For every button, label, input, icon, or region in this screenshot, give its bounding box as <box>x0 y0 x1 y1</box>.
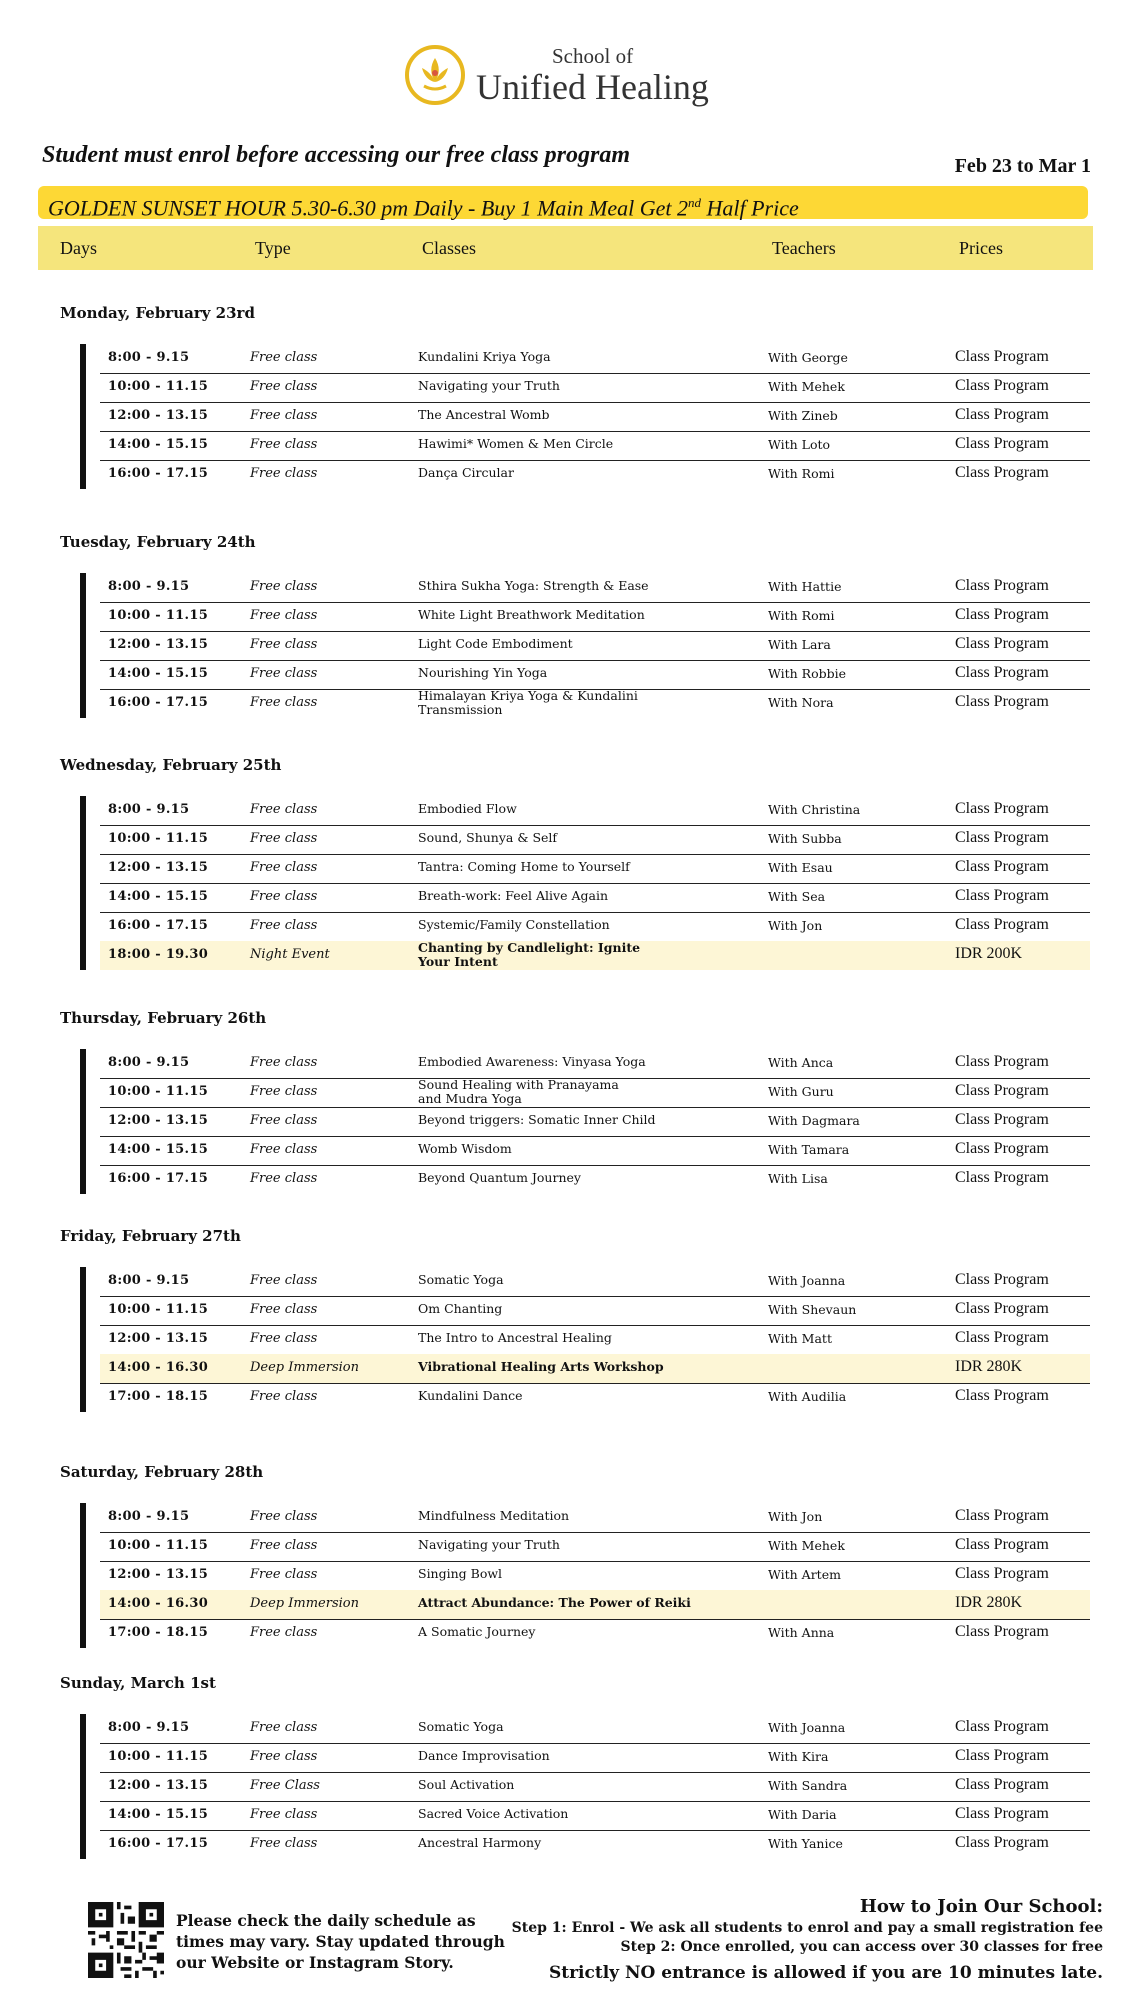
schedule-row <box>100 344 1090 374</box>
row-class-line1: Soul Activation <box>418 1777 515 1792</box>
day-title: Tuesday, February 24th <box>60 533 256 551</box>
row-teacher: With George <box>768 350 848 365</box>
col-prices: Prices <box>959 238 1003 258</box>
logo <box>404 40 709 110</box>
row-time: 12:00 - 13.15 <box>108 1113 209 1128</box>
row-type: Free class <box>250 1113 318 1128</box>
row-price: Class Program <box>955 635 1049 652</box>
row-class-line1: Kundalini Dance <box>418 1388 523 1403</box>
row-class-line1: Dance Improvisation <box>418 1748 550 1763</box>
row-class <box>418 1836 541 1850</box>
row-class <box>418 1509 569 1523</box>
row-class <box>418 941 640 969</box>
schedule-row <box>100 796 1090 826</box>
row-teacher: With Esau <box>768 860 833 875</box>
row-price: Class Program <box>955 1111 1049 1128</box>
row-class-line1: Hawimi* Women & Men Circle <box>418 436 614 451</box>
row-time: 16:00 - 17.15 <box>108 918 209 933</box>
row-type: Free class <box>250 1084 318 1099</box>
row-price: Class Program <box>955 1053 1049 1070</box>
row-type: Free class <box>250 666 318 681</box>
row-class-line1: Ancestral Harmony <box>418 1835 542 1850</box>
row-class-line1: Somatic Yoga <box>418 1272 504 1287</box>
day-title: Thursday, February 26th <box>60 1009 267 1027</box>
schedule-row <box>100 1830 1090 1859</box>
row-type: Night Event <box>250 947 330 962</box>
col-days: Days <box>60 238 97 258</box>
row-teacher: With Guru <box>768 1084 834 1099</box>
day-bar <box>80 1049 86 1194</box>
schedule-row <box>100 373 1090 403</box>
row-type: Free class <box>250 918 318 933</box>
schedule-row <box>100 854 1090 884</box>
day-title: Saturday, February 28th <box>60 1463 264 1481</box>
row-type: Deep Immersion <box>250 1360 359 1375</box>
row-type: Free class <box>250 860 318 875</box>
row-type: Free class <box>250 695 318 710</box>
row-class <box>418 466 514 480</box>
row-time: 12:00 - 13.15 <box>108 637 209 652</box>
schedule-row <box>100 1532 1090 1562</box>
row-time: 10:00 - 11.15 <box>108 831 209 846</box>
schedule-row <box>100 1078 1090 1108</box>
row-price: Class Program <box>955 606 1049 623</box>
row-price: Class Program <box>955 406 1049 423</box>
row-class-line1: Nourishing Yin Yoga <box>418 665 548 680</box>
row-class <box>418 831 557 845</box>
row-class <box>418 408 549 422</box>
brand-line1: School of <box>552 43 634 68</box>
row-type: Free class <box>250 1142 318 1157</box>
row-time: 14:00 - 15.15 <box>108 666 209 681</box>
row-class <box>418 666 547 680</box>
row-type: Free class <box>250 1749 318 1764</box>
row-class-line1: Om Chanting <box>418 1301 503 1316</box>
day-bar <box>80 1503 86 1648</box>
row-price: Class Program <box>955 1776 1049 1793</box>
row-class <box>418 1113 656 1127</box>
row-type: Free class <box>250 1055 318 1070</box>
row-teacher: With Robbie <box>768 666 847 681</box>
row-price: Class Program <box>955 348 1049 365</box>
row-price: Class Program <box>955 1834 1049 1851</box>
row-class <box>418 379 560 393</box>
row-class <box>418 1807 568 1821</box>
row-class <box>418 802 517 816</box>
row-time: 17:00 - 18.15 <box>108 1389 209 1404</box>
row-class <box>418 1273 504 1287</box>
schedule-row <box>100 602 1090 632</box>
row-time: 14:00 - 16.30 <box>108 1596 209 1611</box>
row-time: 12:00 - 13.15 <box>108 1778 209 1793</box>
row-class-line1: Dança Circular <box>418 465 514 480</box>
row-teacher: With Mehek <box>768 1538 845 1553</box>
row-teacher: With Lara <box>768 637 831 652</box>
row-price: Class Program <box>955 693 1049 710</box>
row-price: Class Program <box>955 1300 1049 1317</box>
row-class <box>418 1078 619 1106</box>
row-price: Class Program <box>955 577 1049 594</box>
row-class-line1: Sound, Shunya & Self <box>418 830 558 845</box>
row-type: Free class <box>250 1331 318 1346</box>
schedule-row <box>100 689 1090 718</box>
row-class-line1: A Somatic Journey <box>418 1624 536 1639</box>
promo-sup: nd <box>687 195 701 210</box>
row-time: 16:00 - 17.15 <box>108 1171 209 1186</box>
row-price: Class Program <box>955 800 1049 817</box>
row-price: Class Program <box>955 1271 1049 1288</box>
row-class-line1: The Ancestral Womb <box>418 407 550 422</box>
day-bar <box>80 573 86 718</box>
row-teacher: With Sea <box>768 889 826 904</box>
row-class-line1: Systemic/Family Constellation <box>418 917 610 932</box>
row-time: 8:00 - 9.15 <box>108 350 190 365</box>
day-bar <box>80 796 86 970</box>
schedule-row <box>100 1619 1090 1648</box>
schedule-row <box>100 1296 1090 1326</box>
row-type: Free class <box>250 466 318 481</box>
row-class-line1: Sacred Voice Activation <box>418 1806 569 1821</box>
row-time: 16:00 - 17.15 <box>108 695 209 710</box>
row-type: Free class <box>250 1836 318 1851</box>
row-class-line2: Transmission <box>418 702 503 717</box>
schedule-header <box>38 226 1093 270</box>
row-type: Free class <box>250 437 318 452</box>
row-teacher: With Jon <box>768 1509 823 1524</box>
schedule-row <box>100 1503 1090 1533</box>
row-class <box>418 1720 504 1734</box>
schedule-row <box>100 1107 1090 1137</box>
row-class <box>418 437 613 451</box>
row-price: Class Program <box>955 1169 1049 1186</box>
row-class <box>418 350 551 364</box>
row-type: Free class <box>250 579 318 594</box>
row-class-line1: Navigating your Truth <box>418 1537 560 1552</box>
row-price: Class Program <box>955 1387 1049 1404</box>
row-price: Class Program <box>955 1805 1049 1822</box>
row-time: 14:00 - 15.15 <box>108 1807 209 1822</box>
schedule-row <box>100 825 1090 855</box>
late-warning: Strictly NO entrance is allowed if you are 10 minutes late. <box>548 1963 1103 1983</box>
row-type: Deep Immersion <box>250 1596 359 1611</box>
schedule-row <box>100 1772 1090 1802</box>
row-class-line1: Embodied Awareness: Vinyasa Yoga <box>418 1054 646 1069</box>
row-teacher: With Artem <box>768 1567 841 1582</box>
join-instructions <box>512 1896 1103 1983</box>
row-time: 12:00 - 13.15 <box>108 408 209 423</box>
row-teacher: With Daria <box>768 1807 837 1822</box>
row-type: Free Class <box>250 1778 320 1793</box>
row-time: 16:00 - 17.15 <box>108 1836 209 1851</box>
row-class <box>418 1625 535 1639</box>
col-teachers: Teachers <box>772 238 836 258</box>
row-price: Class Program <box>955 887 1049 904</box>
row-price: Class Program <box>955 1623 1049 1640</box>
row-price: Class Program <box>955 829 1049 846</box>
schedule-row <box>100 573 1090 603</box>
row-teacher: With Zineb <box>768 408 838 423</box>
row-price: Class Program <box>955 664 1049 681</box>
row-teacher: With Shevaun <box>768 1302 857 1317</box>
row-class <box>418 608 645 622</box>
row-time: 8:00 - 9.15 <box>108 1055 190 1070</box>
schedule-row <box>100 1801 1090 1831</box>
row-teacher: With Kira <box>768 1749 829 1764</box>
row-teacher: With Romi <box>768 466 835 481</box>
row-class-line1: Attract Abundance: The Power of Reiki <box>418 1595 691 1610</box>
day-title: Sunday, March 1st <box>60 1674 216 1692</box>
row-time: 12:00 - 13.15 <box>108 1331 209 1346</box>
schedule-row <box>100 1743 1090 1773</box>
row-time: 10:00 - 11.15 <box>108 379 209 394</box>
row-type: Free class <box>250 350 318 365</box>
join-step2: Step 2: Once enrolled, you can access over 30 classes for free <box>620 1939 1103 1955</box>
day-bar <box>80 1267 86 1412</box>
row-teacher: With Anca <box>768 1055 834 1070</box>
row-type: Free class <box>250 1509 318 1524</box>
brand-line2: Unified Healing <box>476 66 709 107</box>
schedule-row <box>100 883 1090 913</box>
row-class-line1: Vibrational Healing Arts Workshop <box>418 1359 664 1374</box>
row-price: Class Program <box>955 1718 1049 1735</box>
row-teacher: With Jon <box>768 918 823 933</box>
row-class-line1: Light Code Embodiment <box>418 636 573 651</box>
row-class <box>418 1360 664 1374</box>
row-class-line1: Chanting by Candlelight: Ignite <box>418 940 641 955</box>
row-price: Class Program <box>955 435 1049 452</box>
day-bar <box>80 344 86 489</box>
row-class-line1: Embodied Flow <box>418 801 517 816</box>
row-price: Class Program <box>955 1140 1049 1157</box>
row-type: Free class <box>250 408 318 423</box>
schedule-row <box>100 1561 1090 1591</box>
row-class <box>418 1389 523 1403</box>
row-class <box>418 1055 646 1069</box>
row-class <box>418 1171 581 1185</box>
row-class <box>418 1538 560 1552</box>
row-type: Free class <box>250 1273 318 1288</box>
row-class-line2: Your Intent <box>418 954 498 969</box>
row-class-line1: Womb Wisdom <box>418 1141 512 1156</box>
day-title: Wednesday, February 25th <box>60 756 282 774</box>
schedule-row <box>100 1267 1090 1297</box>
row-type: Free class <box>250 1389 318 1404</box>
row-time: 10:00 - 11.15 <box>108 1302 209 1317</box>
row-price: Class Program <box>955 1082 1049 1099</box>
row-class-line1: Tantra: Coming Home to Yourself <box>418 859 630 874</box>
row-type: Free class <box>250 1171 318 1186</box>
tagline: Student must enrol before accessing our free class program <box>42 142 631 168</box>
row-teacher: With Yanice <box>768 1836 843 1851</box>
row-class-line1: Beyond triggers: Somatic Inner Child <box>418 1112 656 1127</box>
row-time: 10:00 - 11.15 <box>108 1084 209 1099</box>
row-class-line1: Sthira Sukha Yoga: Strength & Ease <box>418 578 649 593</box>
row-price: Class Program <box>955 858 1049 875</box>
row-class <box>418 1302 502 1316</box>
row-class <box>418 1331 612 1345</box>
row-price: Class Program <box>955 916 1049 933</box>
row-time: 14:00 - 16.30 <box>108 1360 209 1375</box>
row-teacher: With Sandra <box>768 1778 848 1793</box>
row-price: IDR 200K <box>955 945 1023 962</box>
row-class-line1: Breath-work: Feel Alive Again <box>418 888 609 903</box>
lotus-emblem-icon <box>404 44 466 106</box>
schedule-row <box>100 912 1090 942</box>
schedule-row <box>100 1714 1090 1744</box>
row-class <box>418 1596 691 1610</box>
row-teacher: With Mehek <box>768 379 845 394</box>
schedule-row <box>100 1165 1090 1194</box>
row-price: IDR 280K <box>955 1358 1023 1375</box>
row-class-line1: White Light Breathwork Meditation <box>418 607 645 622</box>
row-class <box>418 1749 550 1763</box>
row-type: Free class <box>250 831 318 846</box>
join-title: How to Join Our School: <box>859 1896 1103 1917</box>
row-class-line1: Himalayan Kriya Yoga & Kundalini <box>418 688 638 703</box>
row-price: Class Program <box>955 1536 1049 1553</box>
row-teacher: With Hattie <box>768 579 842 594</box>
row-time: 12:00 - 13.15 <box>108 860 209 875</box>
row-class <box>418 1778 514 1792</box>
promo-tail: Half Price <box>700 195 799 221</box>
qr-code-icon <box>88 1902 164 1978</box>
row-teacher: With Loto <box>768 437 831 452</box>
row-class-line1: Mindfulness Meditation <box>418 1508 570 1523</box>
row-time: 10:00 - 11.15 <box>108 1749 209 1764</box>
schedule-row <box>100 1049 1090 1079</box>
row-teacher: With Joanna <box>768 1720 846 1735</box>
row-teacher: With Joanna <box>768 1273 846 1288</box>
row-teacher: With Nora <box>768 695 834 710</box>
promo-banner <box>38 186 1088 219</box>
row-type: Free class <box>250 1807 318 1822</box>
row-teacher: With Matt <box>768 1331 832 1346</box>
row-time: 14:00 - 15.15 <box>108 889 209 904</box>
row-class <box>418 860 630 874</box>
schedule-row <box>100 1354 1090 1384</box>
row-class-line1: Somatic Yoga <box>418 1719 504 1734</box>
row-price: Class Program <box>955 1565 1049 1582</box>
schedule-row <box>100 1325 1090 1355</box>
row-price: Class Program <box>955 377 1049 394</box>
schedule-row <box>100 402 1090 432</box>
join-step1: Step 1: Enrol - We ask all students to enrol and pay a small registration fee <box>511 1920 1103 1936</box>
row-time: 8:00 - 9.15 <box>108 1509 190 1524</box>
schedule-row <box>100 1136 1090 1166</box>
row-type: Free class <box>250 1567 318 1582</box>
row-class-line1: Navigating your Truth <box>418 378 560 393</box>
row-class <box>418 1142 512 1156</box>
row-class-line1: The Intro to Ancestral Healing <box>418 1330 612 1345</box>
row-class-line1: Beyond Quantum Journey <box>418 1170 581 1185</box>
row-time: 8:00 - 9.15 <box>108 1273 190 1288</box>
row-price: IDR 280K <box>955 1594 1023 1611</box>
day-bar <box>80 1714 86 1859</box>
schedule-row <box>100 431 1090 461</box>
row-price: Class Program <box>955 464 1049 481</box>
promo-text: GOLDEN SUNSET HOUR 5.30-6.30 pm Daily - Buy 1 Main Meal Get 2 <box>48 195 688 221</box>
schedule-row <box>100 1383 1090 1412</box>
col-classes: Classes <box>422 238 476 258</box>
row-time: 10:00 - 11.15 <box>108 608 209 623</box>
row-class <box>418 918 610 932</box>
row-teacher: With Dagmara <box>768 1113 860 1128</box>
row-time: 8:00 - 9.15 <box>108 1720 190 1735</box>
row-time: 10:00 - 11.15 <box>108 1538 209 1553</box>
row-type: Free class <box>250 1302 318 1317</box>
schedule-row <box>100 631 1090 661</box>
row-time: 17:00 - 18.15 <box>108 1625 209 1640</box>
row-teacher: With Christina <box>768 802 861 817</box>
row-type: Free class <box>250 637 318 652</box>
col-type: Type <box>255 238 291 258</box>
row-time: 8:00 - 9.15 <box>108 579 190 594</box>
row-class <box>418 1567 502 1581</box>
row-time: 14:00 - 15.15 <box>108 437 209 452</box>
row-class <box>418 579 649 593</box>
row-time: 18:00 - 19.30 <box>108 947 209 962</box>
row-class <box>418 637 573 651</box>
schedule-row <box>100 941 1090 970</box>
row-time: 14:00 - 15.15 <box>108 1142 209 1157</box>
row-time: 8:00 - 9.15 <box>108 802 190 817</box>
row-type: Free class <box>250 1625 318 1640</box>
row-teacher: With Tamara <box>768 1142 850 1157</box>
row-teacher: With Romi <box>768 608 835 623</box>
row-type: Free class <box>250 889 318 904</box>
row-class-line1: Sound Healing with Pranayama <box>418 1077 619 1092</box>
day-title: Friday, February 27th <box>60 1227 241 1245</box>
row-time: 16:00 - 17.15 <box>108 466 209 481</box>
schedule-row <box>100 460 1090 489</box>
row-class <box>418 689 638 717</box>
row-time: 12:00 - 13.15 <box>108 1567 209 1582</box>
row-teacher: With Audilia <box>768 1389 847 1404</box>
schedule-row <box>100 1590 1090 1620</box>
schedule-note: Please check the daily schedule as times may vary. Stay updated through our Website or Instagram Story. <box>176 1911 505 1972</box>
row-type: Free class <box>250 802 318 817</box>
row-type: Free class <box>250 608 318 623</box>
row-type: Free class <box>250 1538 318 1553</box>
row-class <box>418 889 608 903</box>
row-teacher: With Lisa <box>768 1171 828 1186</box>
date-range: Feb 23 to Mar 1 <box>954 155 1091 177</box>
row-price: Class Program <box>955 1507 1049 1524</box>
row-type: Free class <box>250 379 318 394</box>
schedule-row <box>100 660 1090 690</box>
row-class-line2: and Mudra Yoga <box>418 1091 522 1106</box>
row-teacher: With Subba <box>768 831 842 846</box>
row-class-line1: Kundalini Kriya Yoga <box>418 349 551 364</box>
row-type: Free class <box>250 1720 318 1735</box>
row-price: Class Program <box>955 1329 1049 1346</box>
row-class-line1: Singing Bowl <box>418 1566 503 1581</box>
row-price: Class Program <box>955 1747 1049 1764</box>
day-title: Monday, February 23rd <box>60 304 255 322</box>
row-teacher: With Anna <box>768 1625 835 1640</box>
